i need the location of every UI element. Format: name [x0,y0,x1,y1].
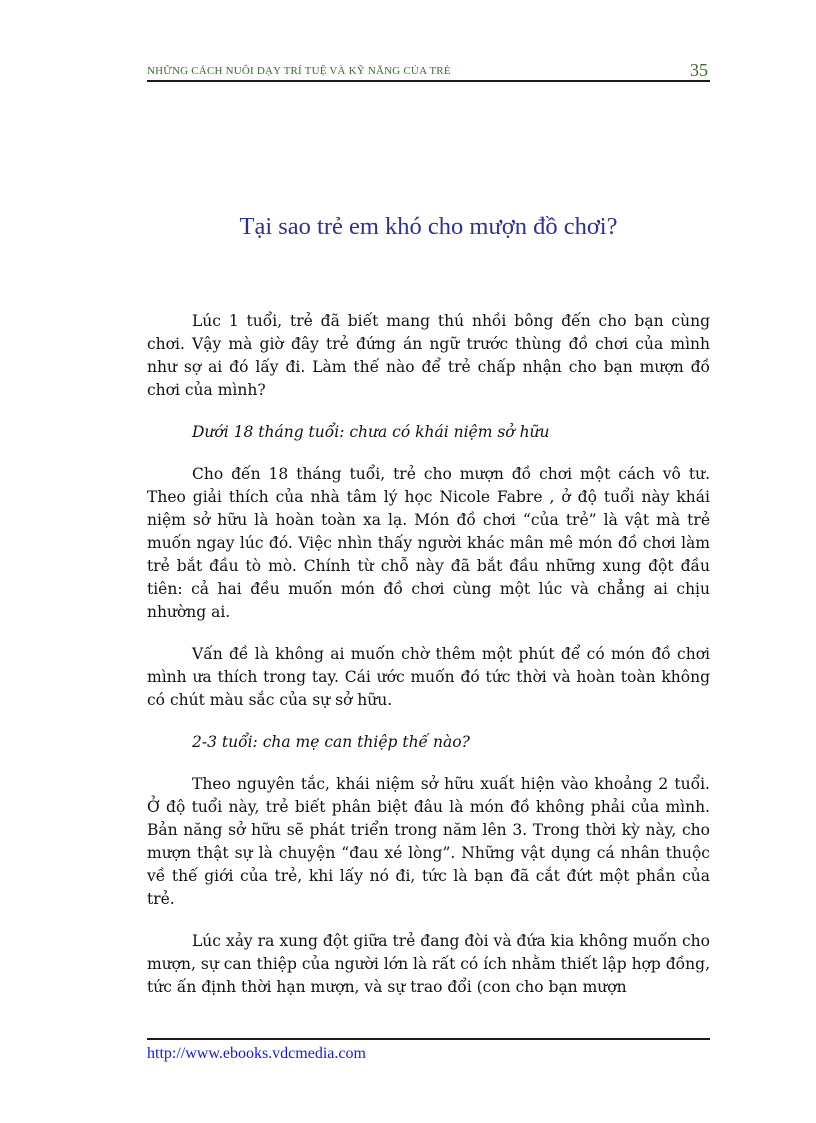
body-text [147,310,710,1018]
subheading-2-3-years: 2-3 tuổi: cha mẹ can thiệp thế nào? [192,733,470,751]
paragraph-ownership: Theo nguyên tắc, khái niệm sở hữu xuất hiện vào khoảng 2 tuổi. Ở độ tuổi này, trẻ biết phân biệt đâu là món đồ không phải của mình. Bản năng sở hữu sẽ phát triển trong năm lên 3. Trong thời kỳ này, cho mượn thật sự là chuyện “đau xé lòng”. Những vật dụng cá nhân thuộc về thế giới của trẻ, khi lấy nó đi, tức là bạn đã cắt đứt một phần của trẻ. [147,775,710,908]
page-number: 35 [690,60,708,80]
header-book-title: NHỮNG CÁCH NUÔI DẠY TRÍ TUỆ VÀ KỸ NĂNG CỦA TRẺ [147,65,451,77]
header-rule [147,80,710,82]
running-header [147,60,710,80]
chapter-title: Tại sao trẻ em khó cho mượn đồ chơi? [239,213,618,240]
paragraph-intro: Lúc 1 tuổi, trẻ đã biết mang thú nhồi bông đến cho bạn cùng chơi. Vậy mà giờ đây trẻ đứng án ngữ trước thùng đồ chơi của mình như sợ ai đó lấy đi. Làm thế nào để trẻ chấp nhận cho bạn mượn đồ chơi của mình? [147,312,710,399]
footer-rule [147,1038,710,1040]
subheading-under-18-months: Dưới 18 tháng tuổi: chưa có khái niệm sở hữu [192,423,550,441]
paragraph-waiting: Vấn đề là không ai muốn chờ thêm một phút để có món đồ chơi mình ưa thích trong tay. Cái ước muốn đó tức thời và hoàn toàn không có chút màu sắc của sự sở hữu. [147,645,710,709]
paragraph-under-18-months: Cho đến 18 tháng tuổi, trẻ cho mượn đồ chơi một cách vô tư. Theo giải thích của nhà tâm lý học Nicole Fabre , ở độ tuổi này khái niệm sở hữu là hoàn toàn xa lạ. Món đồ chơi “của trẻ” là vật mà trẻ muốn ngay lúc đó. Việc nhìn thấy người khác mân mê món đồ chơi làm trẻ bắt đầu tò mò. Chính từ chỗ này đã bắt đầu những xung đột đầu tiên: cả hai đều muốn món đồ chơi cùng một lúc và chẳng ai chịu nhường ai. [147,465,710,621]
paragraph-conflict: Lúc xảy ra xung đột giữa trẻ đang đòi và đứa kia không muốn cho mượn, sự can thiệp của người lớn là rất có ích nhằm thiết lập hợp đồng, tức ấn định thời hạn mượn, và sự trao đổi (con cho bạn mượn [147,932,710,996]
footer-website-link[interactable]: http://www.ebooks.vdcmedia.com [147,1045,366,1062]
